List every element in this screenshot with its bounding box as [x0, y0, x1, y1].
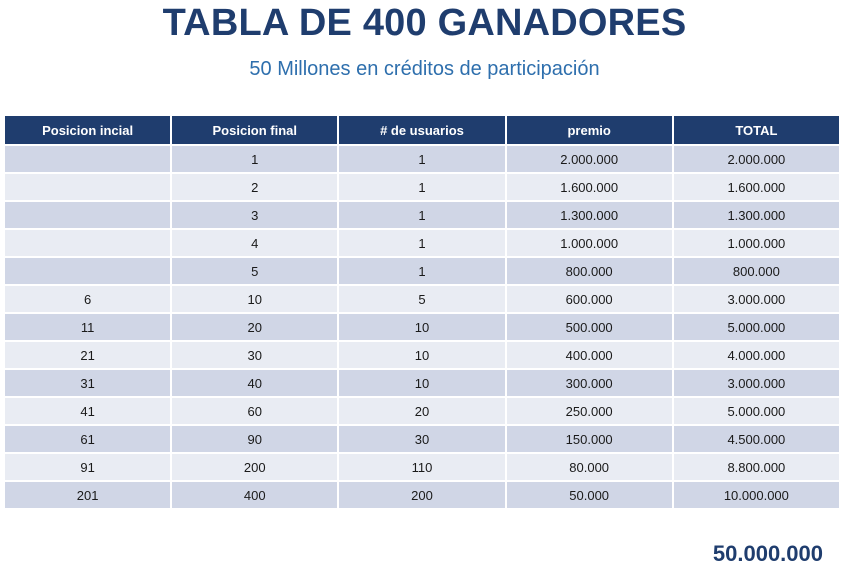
cell-numero-usuarios: 30 — [338, 425, 505, 453]
cell-numero-usuarios: 5 — [338, 285, 505, 313]
cell-numero-usuarios: 1 — [338, 173, 505, 201]
grand-total: 50.000.000 — [712, 541, 823, 566]
header-posicion-inicial: Posicion incial — [4, 115, 171, 145]
table-row — [4, 173, 840, 201]
table-row — [4, 369, 840, 397]
cell-total: 5.000.000 — [673, 313, 840, 341]
cell-posicion-inicial: 6 — [4, 285, 171, 313]
cell-posicion-inicial: 21 — [4, 341, 171, 369]
table-row — [4, 453, 840, 481]
table-row — [4, 425, 840, 453]
header-numero-usuarios: # de usuarios — [338, 115, 505, 145]
table-row — [4, 313, 840, 341]
cell-numero-usuarios: 10 — [338, 341, 505, 369]
cell-posicion-final: 4 — [171, 229, 338, 257]
header-posicion-final: Posicion final — [171, 115, 338, 145]
cell-posicion-inicial — [4, 229, 171, 257]
cell-total: 4.500.000 — [673, 425, 840, 453]
cell-total: 1.000.000 — [673, 229, 840, 257]
cell-posicion-inicial: 61 — [4, 425, 171, 453]
cell-total: 1.300.000 — [673, 201, 840, 229]
prize-table — [3, 114, 841, 510]
cell-posicion-inicial: 41 — [4, 397, 171, 425]
cell-posicion-inicial — [4, 173, 171, 201]
cell-numero-usuarios: 1 — [338, 145, 505, 173]
page-subtitle: 50 Millones en créditos de participación — [249, 58, 600, 80]
cell-posicion-final: 40 — [171, 369, 338, 397]
cell-total: 3.000.000 — [673, 369, 840, 397]
cell-total: 2.000.000 — [673, 145, 840, 173]
table-row — [4, 481, 840, 509]
cell-premio: 1.000.000 — [506, 229, 673, 257]
table-row — [4, 341, 840, 369]
cell-total: 4.000.000 — [673, 341, 840, 369]
cell-numero-usuarios: 1 — [338, 229, 505, 257]
cell-premio: 1.300.000 — [506, 201, 673, 229]
cell-posicion-final: 30 — [171, 341, 338, 369]
table-body — [4, 145, 840, 509]
cell-premio: 500.000 — [506, 313, 673, 341]
cell-total: 800.000 — [673, 257, 840, 285]
cell-posicion-final: 400 — [171, 481, 338, 509]
cell-numero-usuarios: 200 — [338, 481, 505, 509]
cell-numero-usuarios: 10 — [338, 313, 505, 341]
table-row — [4, 201, 840, 229]
cell-numero-usuarios: 20 — [338, 397, 505, 425]
cell-posicion-inicial: 11 — [4, 313, 171, 341]
header-total: TOTAL — [673, 115, 840, 145]
table-header-row — [4, 115, 840, 145]
cell-posicion-inicial — [4, 145, 171, 173]
table-row — [4, 285, 840, 313]
cell-posicion-final: 20 — [171, 313, 338, 341]
cell-posicion-inicial: 31 — [4, 369, 171, 397]
cell-numero-usuarios: 1 — [338, 201, 505, 229]
page-title: TABLA DE 400 GANADORES — [162, 2, 687, 44]
cell-posicion-final: 1 — [171, 145, 338, 173]
cell-premio: 600.000 — [506, 285, 673, 313]
table-row — [4, 257, 840, 285]
cell-premio: 50.000 — [506, 481, 673, 509]
cell-total: 8.800.000 — [673, 453, 840, 481]
header-premio: premio — [506, 115, 673, 145]
cell-total: 1.600.000 — [673, 173, 840, 201]
cell-posicion-final: 3 — [171, 201, 338, 229]
cell-posicion-final: 60 — [171, 397, 338, 425]
cell-premio: 80.000 — [506, 453, 673, 481]
cell-posicion-inicial — [4, 201, 171, 229]
cell-posicion-final: 200 — [171, 453, 338, 481]
cell-premio: 800.000 — [506, 257, 673, 285]
cell-premio: 2.000.000 — [506, 145, 673, 173]
cell-posicion-inicial — [4, 257, 171, 285]
cell-numero-usuarios: 1 — [338, 257, 505, 285]
cell-numero-usuarios: 110 — [338, 453, 505, 481]
cell-posicion-final: 10 — [171, 285, 338, 313]
cell-posicion-final: 2 — [171, 173, 338, 201]
table-row — [4, 397, 840, 425]
table-row — [4, 145, 840, 173]
cell-total: 5.000.000 — [673, 397, 840, 425]
cell-premio: 1.600.000 — [506, 173, 673, 201]
cell-posicion-inicial: 201 — [4, 481, 171, 509]
cell-numero-usuarios: 10 — [338, 369, 505, 397]
cell-premio: 250.000 — [506, 397, 673, 425]
cell-total: 3.000.000 — [673, 285, 840, 313]
table-row — [4, 229, 840, 257]
cell-premio: 300.000 — [506, 369, 673, 397]
cell-total: 10.000.000 — [673, 481, 840, 509]
cell-posicion-inicial: 91 — [4, 453, 171, 481]
cell-premio: 400.000 — [506, 341, 673, 369]
cell-posicion-final: 5 — [171, 257, 338, 285]
cell-premio: 150.000 — [506, 425, 673, 453]
cell-posicion-final: 90 — [171, 425, 338, 453]
